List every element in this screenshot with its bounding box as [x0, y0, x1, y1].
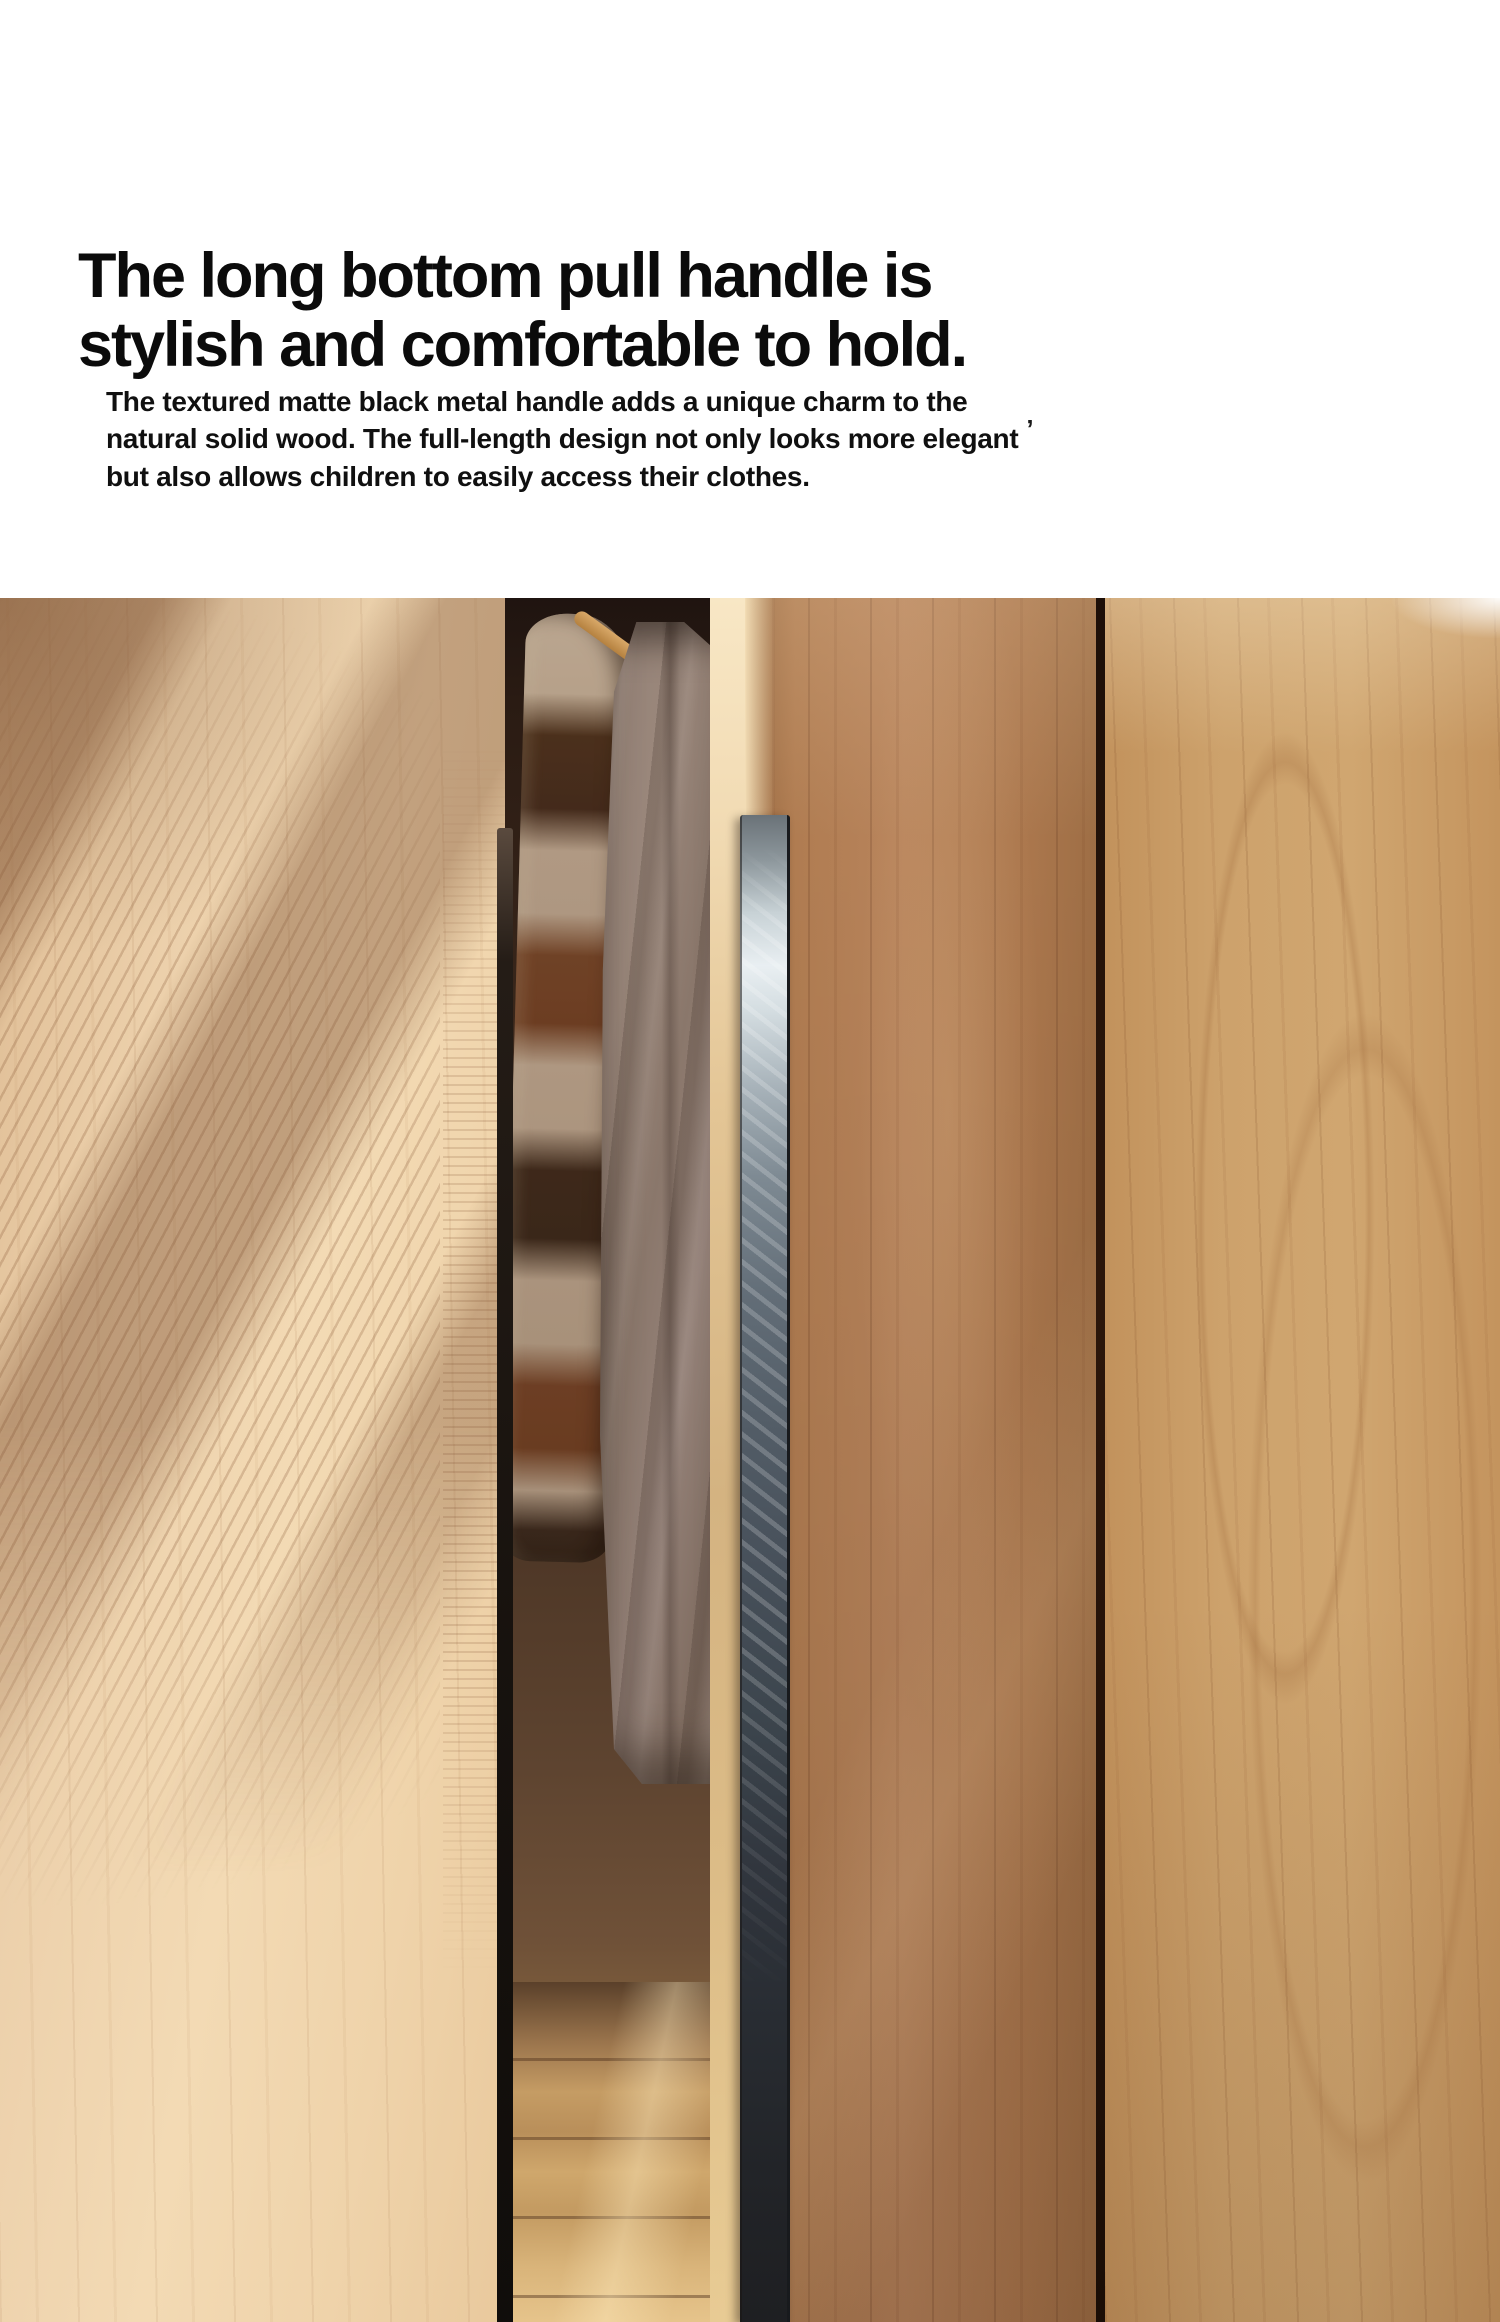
title-line-2: stylish and comfortable to hold.: [78, 310, 967, 381]
light-flare: [1392, 598, 1500, 638]
description-line-2: [106, 414, 1034, 458]
handle-metal-reflection: [742, 815, 787, 2322]
description-line-1: The textured matte black metal handle adds a unique charm to the: [106, 386, 968, 417]
right-door-lit-edge: [745, 598, 775, 818]
left-door-edge-handle: [497, 828, 513, 2322]
title-line-1: The long bottom pull handle is: [78, 241, 932, 312]
wardrobe-side-panel: [1105, 598, 1500, 2322]
description-line-2-text: natural solid wood. The full-length design not only looks more elegant: [106, 423, 1019, 454]
product-photo: [0, 598, 1500, 2322]
product-description: [106, 383, 1033, 495]
wardrobe-right-door: [746, 598, 1096, 2322]
reeded-edge-texture: [443, 598, 505, 2322]
page-title: [78, 242, 966, 380]
sunlight-shadow-stripes: [0, 598, 505, 2322]
wardrobe-left-door: [0, 598, 505, 2322]
description-line-3: but also allows children to easily access their clothes.: [106, 461, 810, 492]
door-panel-gap-line: [1096, 598, 1105, 2322]
long-black-pull-handle: [740, 815, 790, 2322]
stray-apostrophe-mark: ’: [1026, 414, 1034, 444]
